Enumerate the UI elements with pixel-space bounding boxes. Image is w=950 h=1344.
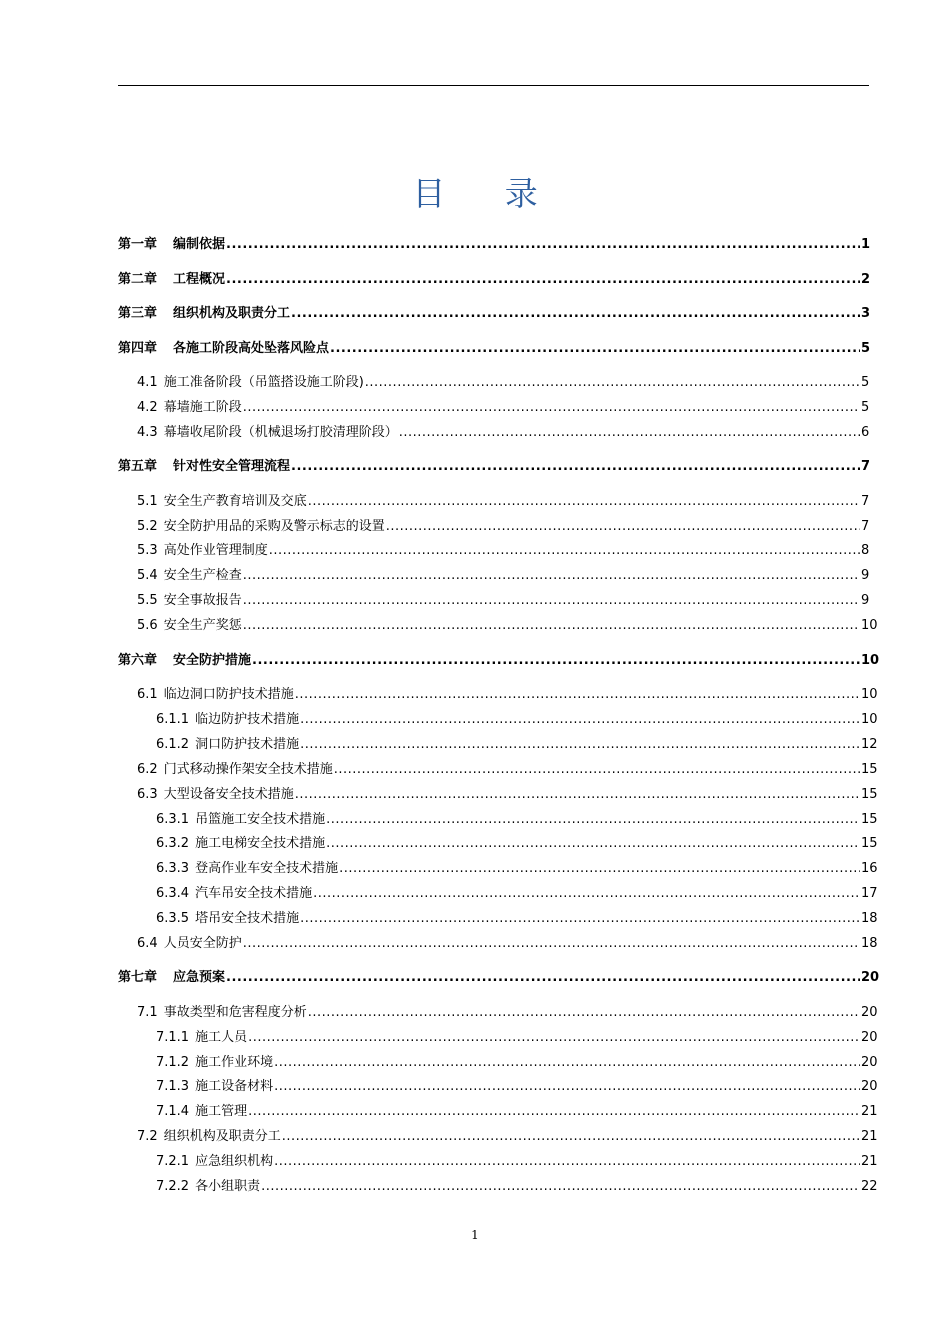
toc-entry[interactable] xyxy=(118,611,878,633)
toc-entry[interactable] xyxy=(118,265,869,287)
toc-entry-title: 安全事故报告 xyxy=(163,593,242,608)
toc-entry[interactable] xyxy=(118,368,869,390)
toc-entry-title: 安全生产奖惩 xyxy=(163,618,242,633)
toc-dot-leader xyxy=(226,237,860,252)
toc-entry[interactable] xyxy=(118,418,869,440)
toc-entry-number: 6.3.4 xyxy=(156,886,190,901)
toc-entry-title: 编制依据 xyxy=(173,237,226,252)
toc-entry[interactable] xyxy=(118,299,869,321)
toc-entry[interactable] xyxy=(118,452,869,474)
toc-entry-number: 5.6 xyxy=(137,618,158,633)
toc-dot-leader xyxy=(326,812,860,827)
toc-entry[interactable] xyxy=(118,879,878,901)
toc-entry[interactable] xyxy=(118,1048,878,1070)
toc-entry-number: 6.1 xyxy=(137,687,158,702)
toc-entry-page: 10 xyxy=(861,712,878,727)
toc-entry-page: 17 xyxy=(861,886,878,901)
toc-entry-page: 20 xyxy=(861,1005,878,1020)
toc-entry[interactable] xyxy=(118,1147,878,1169)
toc-entry-page: 20 xyxy=(861,970,880,985)
toc-entry-page: 12 xyxy=(861,737,878,752)
toc-entry-page: 1 xyxy=(861,237,871,252)
toc-dot-leader xyxy=(243,593,860,608)
toc-entry-number: 6.3.5 xyxy=(156,911,190,926)
toc-dot-leader xyxy=(226,970,860,985)
toc-dot-leader xyxy=(300,712,860,727)
toc-entry[interactable] xyxy=(118,1122,878,1144)
toc-dot-leader xyxy=(295,787,860,802)
toc-dot-leader xyxy=(248,1030,860,1045)
toc-entry[interactable] xyxy=(118,998,878,1020)
toc-entry-number: 5.1 xyxy=(137,494,158,509)
toc-entry-title: 门式移动操作架安全技术措施 xyxy=(163,762,333,777)
toc-entry-page: 7 xyxy=(861,519,870,534)
toc-entry-title: 安全防护措施 xyxy=(173,653,252,668)
toc-entry-title: 施工人员 xyxy=(195,1030,248,1045)
toc-dot-leader xyxy=(365,375,860,390)
toc-entry[interactable] xyxy=(118,755,878,777)
toc-entry[interactable] xyxy=(118,334,869,356)
toc-dot-leader xyxy=(386,519,860,534)
toc-title-char: 目 xyxy=(412,174,446,213)
toc-entry-title: 塔吊安全技术措施 xyxy=(195,911,300,926)
toc-entry-page: 5 xyxy=(861,400,870,415)
toc-entry-page: 6 xyxy=(861,425,870,440)
toc-entry-title: 针对性安全管理流程 xyxy=(173,459,291,474)
toc-entry-title: 安全生产教育培训及交底 xyxy=(163,494,307,509)
toc-dot-leader xyxy=(291,459,860,474)
toc-entry-page: 21 xyxy=(861,1104,878,1119)
toc-dot-leader xyxy=(248,1104,860,1119)
toc-entry[interactable] xyxy=(118,646,880,668)
toc-dot-leader xyxy=(274,1079,860,1094)
toc-entry-number: 7.1 xyxy=(137,1005,158,1020)
toc-entry-title: 组织机构及职责分工 xyxy=(163,1129,281,1144)
toc-entry-page: 8 xyxy=(861,543,870,558)
toc-entry-page: 3 xyxy=(861,306,871,321)
toc-entry[interactable] xyxy=(118,536,869,558)
toc-title xyxy=(0,168,950,215)
toc-dot-leader xyxy=(326,836,860,851)
toc-entry[interactable] xyxy=(118,230,869,252)
toc-entry[interactable] xyxy=(118,512,869,534)
toc-entry[interactable] xyxy=(118,730,878,752)
toc-entry-title: 各施工阶段高处坠落风险点 xyxy=(173,341,330,356)
toc-entry[interactable] xyxy=(118,1023,878,1045)
toc-entry-number: 7.2.1 xyxy=(156,1154,190,1169)
toc-dot-leader xyxy=(330,341,860,356)
toc-entry[interactable] xyxy=(118,680,878,702)
toc-entry-page: 21 xyxy=(861,1129,878,1144)
toc-entry-title: 登高作业车安全技术措施 xyxy=(195,861,339,876)
toc-entry-number: 第五章 xyxy=(118,459,158,474)
header-rule xyxy=(118,85,869,86)
toc-entry[interactable] xyxy=(118,929,878,951)
toc-entry[interactable] xyxy=(118,1097,878,1119)
toc-entry-number: 第四章 xyxy=(118,341,158,356)
toc-entry-number: 第二章 xyxy=(118,272,158,287)
toc-entry[interactable] xyxy=(118,487,869,509)
toc-entry-page: 15 xyxy=(861,836,878,851)
toc-entry-title: 人员安全防护 xyxy=(163,936,242,951)
toc-entry[interactable] xyxy=(118,393,869,415)
toc-entry-number: 7.2 xyxy=(137,1129,158,1144)
toc-entry-number: 7.1.4 xyxy=(156,1104,190,1119)
toc-entry-title: 幕墙施工阶段 xyxy=(163,400,242,415)
toc-entry-page: 20 xyxy=(861,1030,878,1045)
toc-dot-leader xyxy=(291,306,860,321)
toc-dot-leader xyxy=(300,737,860,752)
toc-entry-number: 4.1 xyxy=(137,375,158,390)
toc-entry-page: 20 xyxy=(861,1079,878,1094)
toc-dot-leader xyxy=(252,653,860,668)
toc-entry-page: 18 xyxy=(861,911,878,926)
toc-entry-title: 施工管理 xyxy=(195,1104,248,1119)
toc-dot-leader xyxy=(399,425,860,440)
toc-dot-leader xyxy=(243,936,860,951)
toc-entry-title: 组织机构及职责分工 xyxy=(173,306,291,321)
toc-entry-page: 9 xyxy=(861,593,870,608)
toc-entry-title: 工程概况 xyxy=(173,272,226,287)
toc-entry-number: 第七章 xyxy=(118,970,158,985)
toc-dot-leader xyxy=(243,618,860,633)
toc-entry[interactable] xyxy=(118,805,878,827)
toc-entry-title: 事故类型和危害程度分析 xyxy=(163,1005,307,1020)
toc-entry-page: 10 xyxy=(861,653,880,668)
toc-entry[interactable] xyxy=(118,1072,878,1094)
toc-entry-title: 施工作业环境 xyxy=(195,1055,274,1070)
toc-entry-number: 第六章 xyxy=(118,653,158,668)
toc-entry-page: 15 xyxy=(861,812,878,827)
toc-entry[interactable] xyxy=(118,904,878,926)
toc-entry[interactable] xyxy=(118,705,878,727)
toc-entry[interactable] xyxy=(118,586,869,608)
toc-entry-number: 6.3.3 xyxy=(156,861,190,876)
toc-entry-number: 5.4 xyxy=(137,568,158,583)
toc-dot-leader xyxy=(243,400,860,415)
toc-entry-title: 临边防护技术措施 xyxy=(195,712,300,727)
toc-entry-page: 21 xyxy=(861,1154,878,1169)
toc-entry-number: 5.3 xyxy=(137,543,158,558)
toc-entry-page: 9 xyxy=(861,568,870,583)
toc-dot-leader xyxy=(261,1179,860,1194)
toc-entry-page: 10 xyxy=(861,687,878,702)
toc-entry-number: 6.3.1 xyxy=(156,812,190,827)
toc-entry-title: 安全防护用品的采购及警示标志的设置 xyxy=(163,519,385,534)
toc-entry-page: 16 xyxy=(861,861,878,876)
toc-entry-page: 18 xyxy=(861,936,878,951)
toc-entry-number: 第三章 xyxy=(118,306,158,321)
toc-entry-title: 施工准备阶段（吊篮搭设施工阶段) xyxy=(163,375,364,390)
toc-entry-title: 应急预案 xyxy=(173,970,226,985)
toc-entry-number: 4.3 xyxy=(137,425,158,440)
toc-entry-page: 22 xyxy=(861,1179,878,1194)
toc-entry-number: 6.3 xyxy=(137,787,158,802)
toc-dot-leader xyxy=(274,1055,860,1070)
toc-entry-title: 各小组职责 xyxy=(195,1179,261,1194)
page-number: 1 xyxy=(471,1228,479,1242)
toc-entry[interactable] xyxy=(118,561,869,583)
toc-dot-leader xyxy=(243,568,860,583)
toc-entry-number: 7.1.1 xyxy=(156,1030,190,1045)
toc-entry-page: 2 xyxy=(861,272,871,287)
toc-dot-leader xyxy=(313,886,860,901)
toc-dot-leader xyxy=(339,861,860,876)
toc-entry-page: 7 xyxy=(861,494,870,509)
toc-dot-leader xyxy=(308,1005,860,1020)
toc-entry-number: 5.5 xyxy=(137,593,158,608)
toc-entry-number: 6.3.2 xyxy=(156,836,190,851)
toc-dot-leader xyxy=(226,272,860,287)
toc-dot-leader xyxy=(269,543,860,558)
toc-entry-title: 洞口防护技术措施 xyxy=(195,737,300,752)
toc-entry-title: 吊篮施工安全技术措施 xyxy=(195,812,326,827)
toc-entry-number: 7.2.2 xyxy=(156,1179,190,1194)
toc-entry[interactable] xyxy=(118,1172,878,1194)
toc-entry-page: 15 xyxy=(861,787,878,802)
toc-entry-number: 7.1.3 xyxy=(156,1079,190,1094)
toc-entry-number: 6.1.1 xyxy=(156,712,190,727)
toc-entry-number: 7.1.2 xyxy=(156,1055,190,1070)
toc-entry-number: 6.4 xyxy=(137,936,158,951)
toc-entry-title: 施工电梯安全技术措施 xyxy=(195,836,326,851)
toc-entry-number: 4.2 xyxy=(137,400,158,415)
toc-entry[interactable] xyxy=(118,780,878,802)
toc-dot-leader xyxy=(282,1129,860,1144)
toc-entry-title: 汽车吊安全技术措施 xyxy=(195,886,313,901)
toc-dot-leader xyxy=(334,762,860,777)
toc-entry[interactable] xyxy=(118,829,878,851)
toc-entry-title: 高处作业管理制度 xyxy=(163,543,268,558)
toc-title-char: 录 xyxy=(504,174,538,213)
toc-entry-page: 15 xyxy=(861,762,878,777)
toc-entry-number: 5.2 xyxy=(137,519,158,534)
toc-entry[interactable] xyxy=(118,854,878,876)
toc-entry-title: 应急组织机构 xyxy=(195,1154,274,1169)
toc-entry-page: 7 xyxy=(861,459,871,474)
toc-entry-number: 6.1.2 xyxy=(156,737,190,752)
toc-dot-leader xyxy=(295,687,860,702)
toc-dot-leader xyxy=(274,1154,860,1169)
toc-entry-number: 6.2 xyxy=(137,762,158,777)
toc-entry-page: 10 xyxy=(861,618,878,633)
toc-dot-leader xyxy=(308,494,860,509)
toc-dot-leader xyxy=(300,911,860,926)
toc-entry-title: 大型设备安全技术措施 xyxy=(163,787,294,802)
toc-entry-page: 20 xyxy=(861,1055,878,1070)
toc-entry-page: 5 xyxy=(861,375,870,390)
toc-entry-number: 第一章 xyxy=(118,237,158,252)
toc-entry-page: 5 xyxy=(861,341,871,356)
toc-entry-title: 临边洞口防护技术措施 xyxy=(163,687,294,702)
toc-entry[interactable] xyxy=(118,963,880,985)
toc-entry-title: 安全生产检查 xyxy=(163,568,242,583)
toc-entry-title: 施工设备材料 xyxy=(195,1079,274,1094)
toc-entry-title: 幕墙收尾阶段（机械退场打胶清理阶段） xyxy=(163,425,398,440)
